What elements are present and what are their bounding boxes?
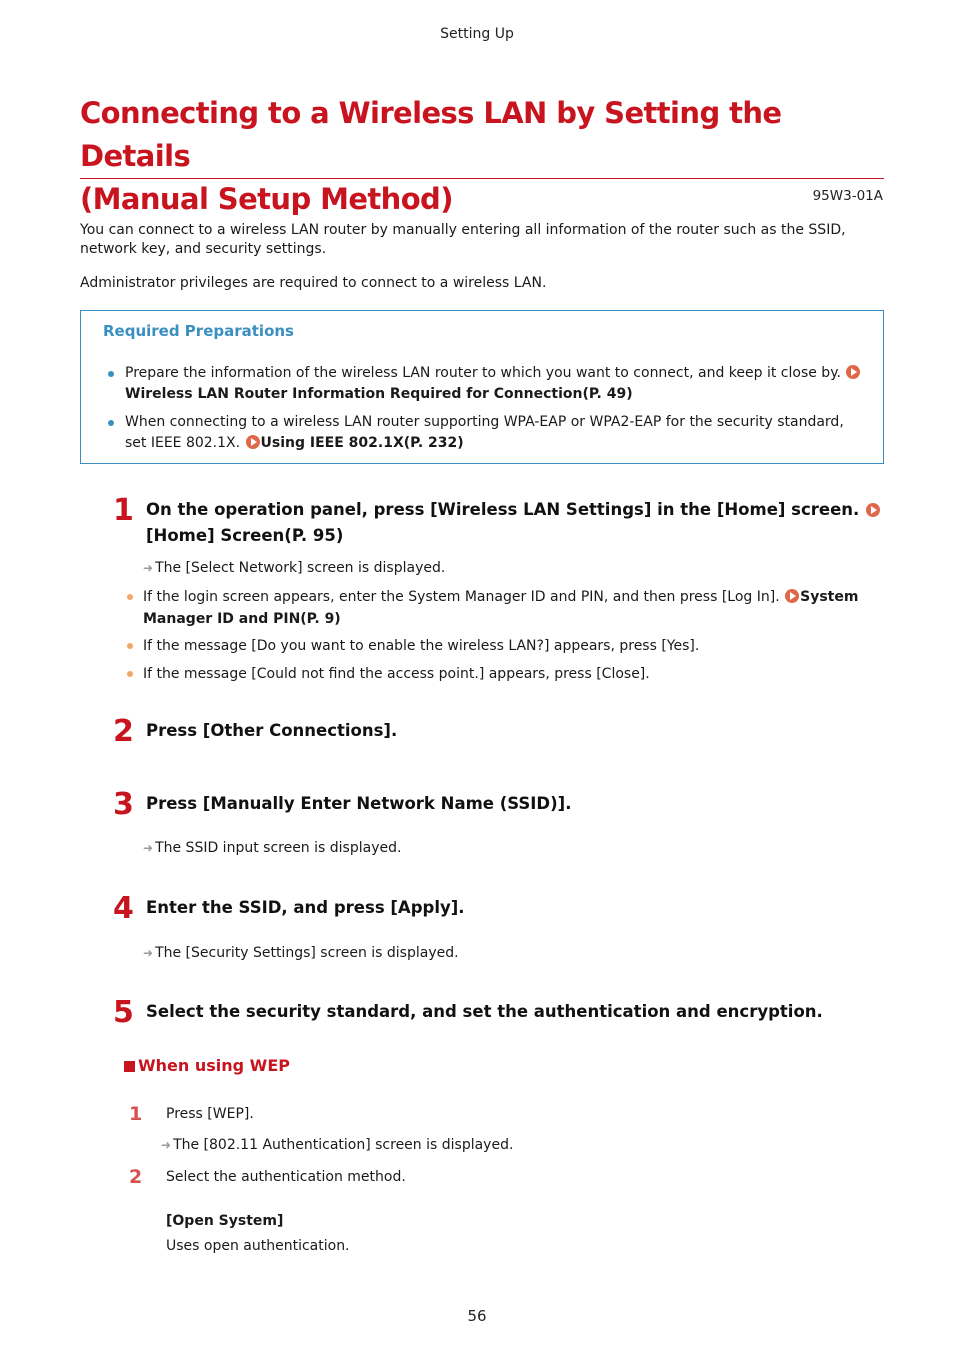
sub-step-text: Select the authentication method.: [166, 1169, 406, 1185]
link-arrow-icon: [846, 365, 860, 379]
document-code: 95W3-01A: [812, 188, 883, 204]
bullet-icon: [127, 643, 133, 649]
step-instruction: Select the security standard, and set the authentication and encryption.: [146, 1002, 823, 1021]
result-arrow-icon: ➜: [161, 1138, 172, 1152]
sub-step-result: ➜ The [802.11 Authentication] screen is displayed.: [161, 1137, 514, 1153]
step-instruction: [146, 497, 886, 549]
link-arrow-icon: [785, 589, 799, 603]
intro-paragraph: You can connect to a wireless LAN router by manually entering all information of the router such as the SSID, network key, and security settings.: [80, 222, 846, 257]
wep-heading: When using WEP: [124, 1056, 290, 1075]
step-link[interactable]: [Home] Screen(P. 95): [146, 526, 344, 545]
step-text: On the operation panel, press [Wireless LAN Settings] in the [Home] screen.: [146, 500, 866, 519]
step-note: If the message [Could not find the access point.] appears, press [Close].: [143, 663, 883, 685]
step-result: ➜ The [Security Settings] screen is displayed.: [143, 945, 459, 961]
option-label: [Open System]: [166, 1213, 284, 1229]
preparation-link[interactable]: Wireless LAN Router Information Required for Connection(P. 49): [125, 386, 633, 402]
title-divider: [80, 178, 884, 179]
preparation-link[interactable]: Using IEEE 802.1X(P. 232): [260, 435, 464, 451]
step-number: 5: [113, 995, 134, 1030]
page-number: 56: [467, 1307, 487, 1325]
title-line-1: Connecting to a Wireless LAN by Setting the Details: [80, 96, 782, 173]
option-description: Uses open authentication.: [166, 1238, 350, 1254]
preparation-item: [125, 412, 865, 454]
sub-step-number: 2: [129, 1166, 143, 1188]
bullet-icon: [127, 671, 133, 677]
page-title: [80, 92, 880, 221]
step-number: 4: [113, 891, 134, 926]
step-result: ➜ The [Select Network] screen is displayed.: [143, 560, 446, 576]
admin-note: Administrator privileges are required to connect to a wireless LAN.: [80, 275, 547, 291]
step-note: If the message [Do you want to enable the wireless LAN?] appears, press [Yes].: [143, 635, 883, 657]
preparation-text: When connecting to a wireless LAN router supporting WPA-EAP or WPA2-EAP for the security standard, set IEEE 802.1X.: [125, 414, 844, 451]
result-arrow-icon: ➜: [143, 841, 154, 855]
square-marker-icon: [124, 1061, 135, 1072]
step-instruction: Enter the SSID, and press [Apply].: [146, 898, 465, 917]
link-arrow-icon: [866, 503, 880, 517]
preparation-item: [125, 363, 865, 405]
running-header: Setting Up: [440, 26, 514, 42]
sub-step-number: 1: [129, 1103, 143, 1125]
step-result: ➜ The SSID input screen is displayed.: [143, 840, 402, 856]
step-number: 1: [113, 493, 134, 528]
result-arrow-icon: ➜: [143, 946, 154, 960]
bullet-icon: [127, 594, 133, 600]
bullet-icon: [108, 420, 114, 426]
step-number: 3: [113, 787, 134, 822]
result-arrow-icon: ➜: [143, 561, 154, 575]
step-number: 2: [113, 714, 134, 749]
note-link[interactable]: System Manager ID and PIN(P. 9): [143, 589, 859, 627]
step-note: If the login screen appears, enter the System Manager ID and PIN, and then press [Log In]. System Manager ID and PIN(P. 9): [143, 586, 883, 630]
title-line-2: (Manual Setup Method): [80, 182, 453, 216]
preparation-text: Prepare the information of the wireless LAN router to which you want to connect, and keep it close by.: [125, 365, 846, 381]
preparations-title: Required Preparations: [103, 322, 294, 340]
sub-step-text: Press [WEP].: [166, 1106, 254, 1122]
step-instruction: Press [Manually Enter Network Name (SSID)].: [146, 794, 572, 813]
required-preparations-box: [80, 310, 884, 464]
bullet-icon: [108, 371, 114, 377]
step-instruction: Press [Other Connections].: [146, 721, 398, 740]
link-arrow-icon: [246, 435, 260, 449]
